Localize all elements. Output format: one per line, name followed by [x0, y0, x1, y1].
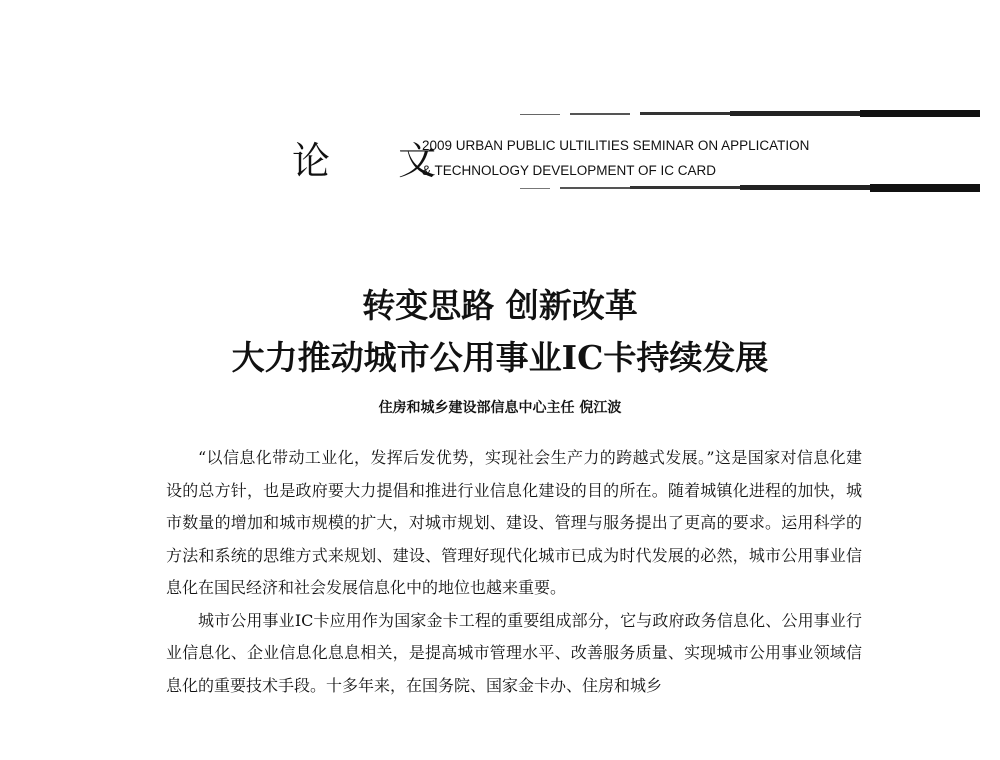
- author-byline: 住房和城乡建设部信息中心主任 倪江波: [378, 400, 622, 416]
- article-title: [0, 280, 1000, 384]
- seminar-title: [422, 133, 809, 183]
- scan-noise-top: [520, 110, 980, 120]
- article-title-line1: 转变思路 创新改革: [362, 286, 638, 325]
- body-paragraph: 城市公用事业IC卡应用作为国家金卡工程的重要组成部分，它与政府政务信息化、公用事业行业信息化、企业信息化息息相关，是提高城市管理水平、改善服务质量、实现城市公用事业领域信息化的重要技术手段。十多年来，在国务院、国家金卡办、住房和城乡: [166, 610, 862, 695]
- seminar-title-line2: & TECHNOLOGY DEVELOPMENT OF IC CARD: [422, 163, 717, 178]
- article-body: [166, 442, 862, 702]
- section-label: 论 文: [292, 139, 465, 183]
- article-title-line2: 大力推动城市公用事业IC卡持续发展: [231, 338, 769, 377]
- seminar-title-line1: 2009 URBAN PUBLIC ULTILITIES SEMINAR ON APPLICATION: [422, 138, 810, 153]
- body-paragraph: “以信息化带动工业化，发挥后发优势，实现社会生产力的跨越式发展。”这是国家对信息化建设的总方针，也是政府要大力提倡和推进行业信息化建设的目的所在。随着城镇化进程的加快，城市数量的增加和城市规模的扩大，对城市规划、建设、管理与服务提出了更高的要求。运用科学的方法和系统的思维方式来规划、建设、管理好现代化城市已成为时代发展的必然，城市公用事业信息化在国民经济和社会发展信息化中的地位也越来重要。: [166, 448, 862, 597]
- scan-noise-bottom: [520, 182, 980, 194]
- page-header: [0, 0, 1000, 200]
